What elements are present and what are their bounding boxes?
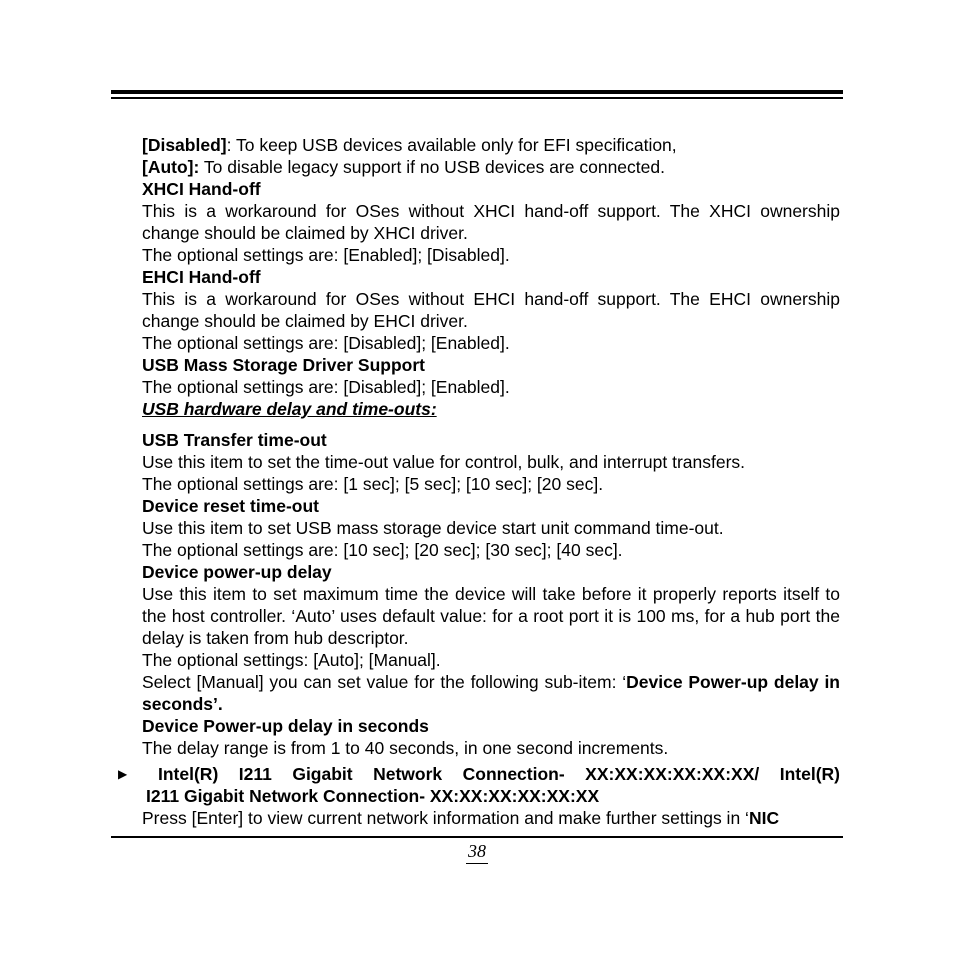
nic-text <box>142 807 840 829</box>
powerup-delay-options: The optional settings: [Auto]; [Manual]. <box>142 650 441 670</box>
powerup-seconds-text: The delay range is from 1 to 40 seconds, in one second increments. <box>142 738 669 758</box>
page-number-underline <box>466 863 488 864</box>
auto-line <box>142 156 840 178</box>
ehci-options: The optional settings are: [Disabled]; [Enabled]. <box>142 333 510 353</box>
header-rule-thin <box>111 97 843 99</box>
powerup-seconds-title: Device Power-up delay in seconds <box>142 716 429 736</box>
auto-text: To disable legacy support if no USB devices are connected. <box>199 157 665 177</box>
ehci-title: EHCI Hand-off <box>142 267 261 287</box>
triangle-right-icon: ▶ <box>118 767 128 781</box>
reset-timeout-options: The optional settings are: [10 sec]; [20 sec]; [30 sec]; [40 sec]. <box>142 540 623 560</box>
nic-bullet-line2: I211 Gigabit Network Connection- XX:XX:XX:XX:XX:XX <box>146 786 600 806</box>
transfer-timeout-text: Use this item to set the time-out value for control, bulk, and interrupt transfers. <box>142 452 746 472</box>
header-rule-thick <box>111 90 843 94</box>
select-manual-text <box>142 671 840 715</box>
xhci-text: This is a workaround for OSes without XHCI hand-off support. The XHCI ownership change should be claimed by XHCI driver. <box>142 201 840 243</box>
auto-label: [Auto]: <box>142 157 200 177</box>
nic-text-bold: NIC <box>748 808 780 828</box>
xhci-options: The optional settings are: [Enabled]; [Disabled]. <box>142 245 510 265</box>
page-content <box>118 134 840 829</box>
disabled-text: : To keep USB devices available only for EFI specification, <box>226 135 677 155</box>
disabled-label: [Disabled] <box>142 135 227 155</box>
page-number: 38 <box>468 841 486 861</box>
reset-timeout-text: Use this item to set USB mass storage device start unit command time-out. <box>142 518 724 538</box>
ehci-text: This is a workaround for OSes without EHCI hand-off support. The EHCI ownership change should be claimed by EHCI driver. <box>142 289 840 331</box>
select-manual-bold: Device Power-up delay in seconds’. <box>142 672 840 714</box>
hw-delay-heading: USB hardware delay and time-outs: <box>142 399 437 419</box>
powerup-delay-title: Device power-up delay <box>142 562 332 582</box>
select-manual-plain: Select [Manual] you can set value for the following sub-item: ‘ <box>142 672 627 692</box>
powerup-delay-text: Use this item to set maximum time the device will take before it properly reports itself to the host controller. ‘Auto’ uses default value: for a root port it is 100 ms, for a hub port the delay is taken from hub descriptor. <box>142 584 840 648</box>
reset-timeout-title: Device reset time-out <box>142 496 320 516</box>
transfer-timeout-title: USB Transfer time-out <box>142 430 327 450</box>
nic-text-plain: Press [Enter] to view current network information and make further settings in ‘ <box>142 808 749 828</box>
nic-bullet <box>118 763 840 807</box>
mass-storage-title: USB Mass Storage Driver Support <box>142 355 425 375</box>
disabled-line <box>142 134 840 156</box>
nic-bullet-line1: Intel(R) I211 Gigabit Network Connection- XX:XX:XX:XX:XX:XX/ Intel(R) <box>158 764 840 784</box>
mass-storage-options: The optional settings are: [Disabled]; [Enabled]. <box>142 377 510 397</box>
xhci-title: XHCI Hand-off <box>142 179 261 199</box>
transfer-timeout-options: The optional settings are: [1 sec]; [5 sec]; [10 sec]; [20 sec]. <box>142 474 604 494</box>
footer-rule <box>111 836 843 838</box>
